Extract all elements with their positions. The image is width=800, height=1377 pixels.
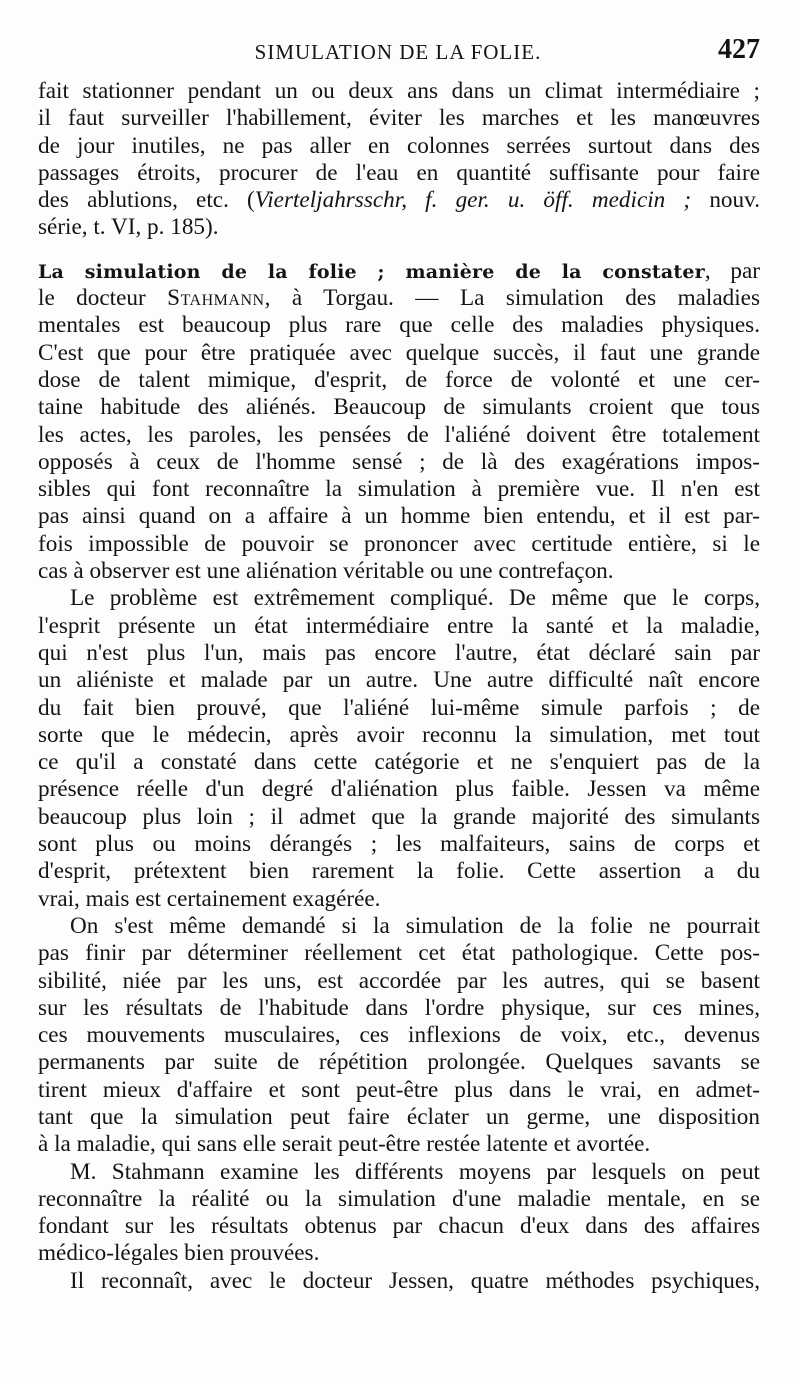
text-fragment: , par bbox=[704, 257, 760, 284]
running-title: SIMULATION DE LA FOLIE. bbox=[254, 40, 542, 64]
text-fragment: des ablutions, etc. ( bbox=[38, 187, 255, 214]
text-line: taine habitude des aliénés. Beaucoup de simulants croient que tous bbox=[38, 394, 760, 421]
page-number: 427 bbox=[718, 34, 760, 65]
text-line: opposés à ceux de l'homme sensé ; de là des exagérations impos- bbox=[38, 448, 760, 475]
text-line: fait stationner pendant un ou deux ans dans un climat intermédiaire ; bbox=[38, 78, 760, 104]
text-line: mentales est beaucoup plus rare que celle des maladies physiques. bbox=[38, 312, 760, 339]
text-line: médico-légales bien prouvées. bbox=[38, 1240, 320, 1267]
text-line: un aliéniste et malade par un autre. Une autre difficulté naît encore bbox=[38, 667, 760, 694]
text-line: Le problème est extrêmement compliqué. De même que le corps, bbox=[70, 585, 760, 612]
text-line: ces mouvements musculaires, ces inflexions de voix, etc., devenus bbox=[38, 1022, 760, 1049]
text-fragment: nouv. bbox=[691, 187, 761, 214]
text-line: reconnaître la réalité ou la simulation d'une maladie mentale, en se bbox=[38, 1185, 760, 1212]
text-line: C'est que pour être pratiquée avec quelque succès, il faut une grande bbox=[38, 339, 760, 366]
paragraph-3 bbox=[38, 585, 760, 913]
text-line: beaucoup plus loin ; il admet que la grande majorité des simulants bbox=[38, 803, 760, 830]
running-head bbox=[36, 34, 760, 70]
text-line: dose de talent mimique, d'esprit, de force de volonté et une cer- bbox=[38, 366, 760, 393]
text-line: passages étroits, procurer de l'eau en quantité suffisante pour faire bbox=[38, 159, 760, 186]
text-line: sont plus ou moins dérangés ; les malfaiteurs, sains de corps et bbox=[38, 831, 760, 858]
text-line: pas ainsi quand on a affaire à un homme bien entendu, et il est par- bbox=[38, 503, 760, 530]
text-line: l'esprit présente un état intermédiaire entre la santé et la maladie, bbox=[38, 612, 760, 639]
text-line bbox=[38, 187, 760, 214]
text-line: ce qu'il a constaté dans cette catégorie et ne s'enquiert pas de la bbox=[38, 749, 760, 776]
text-line: sibles qui font reconnaître la simulation à première vue. Il n'en est bbox=[38, 476, 760, 503]
author-name: Stahmann bbox=[167, 285, 265, 312]
text-fragment: le docteur bbox=[38, 285, 168, 312]
text-line: sibilité, niée par les uns, est accordée par les autres, qui se basent bbox=[38, 967, 760, 994]
paragraph-6 bbox=[38, 1268, 760, 1295]
text-line: sur les résultats de l'habitude dans l'ordre physique, sur ces mines, bbox=[38, 994, 760, 1021]
text-line: qui n'est plus l'un, mais pas encore l'autre, état déclaré sain par bbox=[38, 639, 760, 666]
text-line: pas finir par déterminer réellement cet état pathologique. Cette pos- bbox=[38, 940, 760, 967]
text-line: il faut surveiller l'habillement, éviter les marches et les manœuvres bbox=[38, 105, 760, 132]
text-line: On s'est même demandé si la simulation de la folie ne pourrait bbox=[70, 912, 760, 939]
text-line: Il reconnaît, avec le docteur Jessen, quatre méthodes psychiques, bbox=[70, 1267, 760, 1294]
text-line bbox=[38, 258, 760, 285]
text-line: fois impossible de pouvoir se prononcer avec certitude entière, si le bbox=[38, 530, 760, 557]
journal-citation: Vierteljahrsschr, f. ger. u. öff. medicin ; bbox=[254, 187, 692, 214]
text-fragment: , à Torgau. — La simulation des maladies bbox=[264, 285, 760, 312]
text-line: fondant sur les résultats obtenus par chacun d'eux dans des affaires bbox=[38, 1213, 760, 1240]
body-text bbox=[38, 78, 760, 1295]
paragraph-2 bbox=[38, 258, 760, 586]
text-line: d'esprit, prétextent bien rarement la folie. Cette assertion a du bbox=[38, 858, 760, 885]
text-line: tant que la simulation peut faire éclater un germe, une disposition bbox=[38, 1103, 760, 1130]
text-line: présence réelle d'un degré d'aliénation plus faible. Jessen va même bbox=[38, 776, 760, 803]
text-line bbox=[38, 285, 760, 312]
text-line: permanents par suite de répétition prolongée. Quelques savants se bbox=[38, 1049, 760, 1076]
text-line: vrai, mais est certainement exagérée. bbox=[38, 885, 381, 912]
text-line: M. Stahmann examine les différents moyens par lesquels on peut bbox=[70, 1158, 760, 1185]
text-line: à la maladie, qui sans elle serait peut-être restée latente et avortée. bbox=[38, 1131, 651, 1158]
paragraph-4 bbox=[38, 913, 760, 1159]
text-line: série, t. VI, p. 185). bbox=[38, 214, 219, 241]
paragraph-1 bbox=[38, 78, 760, 242]
section-title: La simulation de la folie ; manière de la constater bbox=[38, 260, 705, 283]
text-line: du fait bien prouvé, que l'aliéné lui-même simule parfois ; de bbox=[38, 694, 760, 721]
section-gap bbox=[38, 242, 760, 258]
text-line: les actes, les paroles, les pensées de l'aliéné doivent être totalement bbox=[38, 421, 760, 448]
text-line: cas à observer est une aliénation véritable ou une contrefaçon. bbox=[38, 558, 614, 585]
text-line: tirent mieux d'affaire et sont peut-être plus dans le vrai, en admet- bbox=[38, 1076, 760, 1103]
text-line: sorte que le médecin, après avoir reconnu la simulation, met tout bbox=[38, 721, 760, 748]
text-line: de jour inutiles, ne pas aller en colonnes serrées surtout dans des bbox=[38, 132, 760, 159]
paragraph-5 bbox=[38, 1159, 760, 1268]
